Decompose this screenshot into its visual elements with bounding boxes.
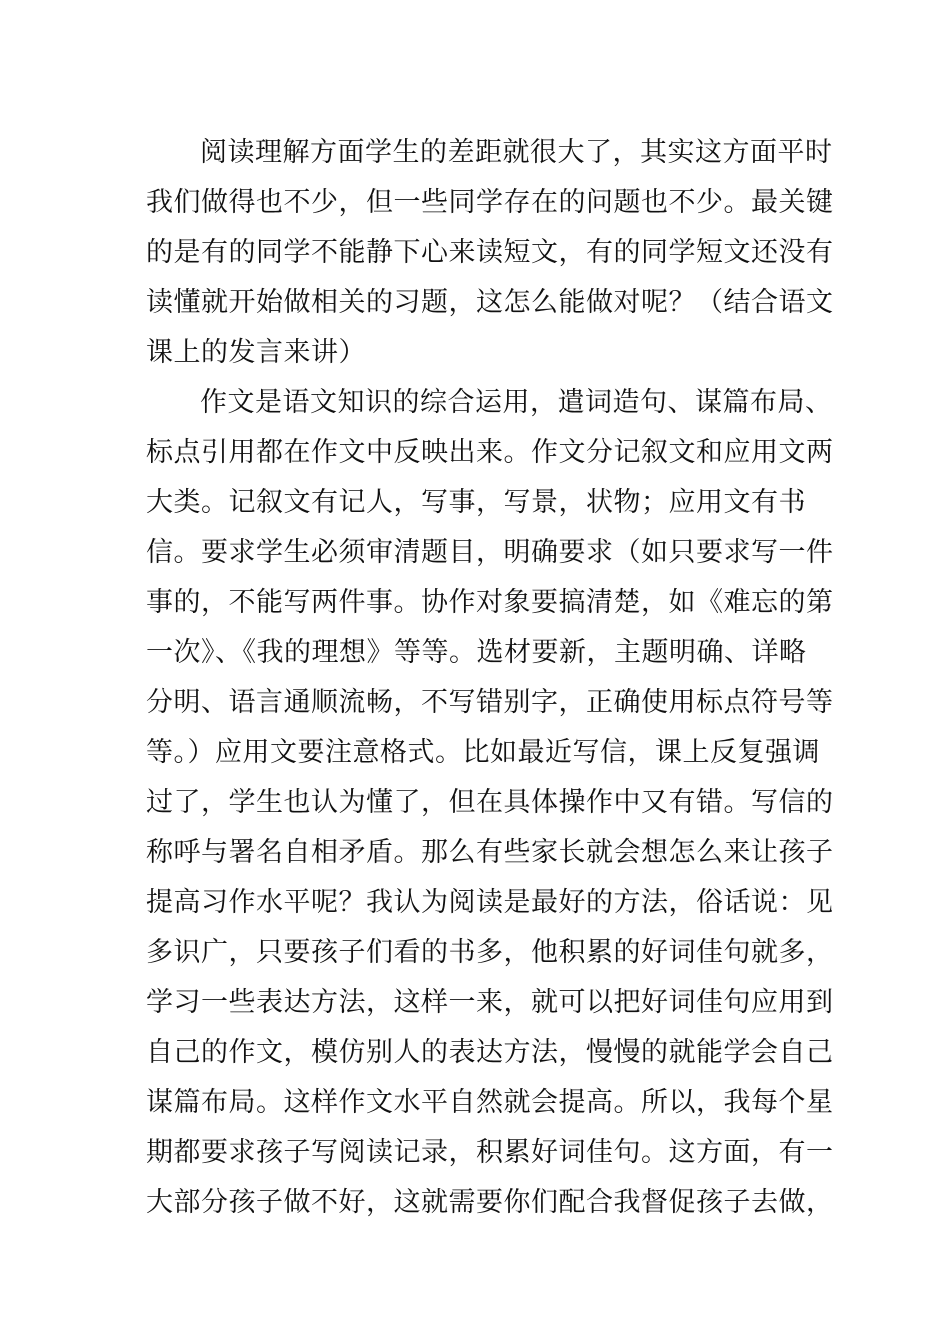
- text-line: 读懂就开始做相关的习题，这怎么能做对呢？（结合语文: [146, 287, 834, 318]
- text-line: 事的，不能写两件事。协作对象要搞清楚，如《难忘的第: [146, 587, 834, 618]
- text-line: 提高习作水平呢？我认为阅读是最好的方法，俗话说：见: [146, 887, 834, 918]
- text-line: 等。）应用文要注意格式。比如最近写信，课上反复强调: [146, 737, 820, 768]
- text-line: 谋篇布局。这样作文水平自然就会提高。所以，我每个星: [146, 1087, 834, 1118]
- text-line: 阅读理解方面学生的差距就很大了，其实这方面平时: [200, 137, 833, 168]
- text-line: 课上的发言来讲）: [146, 337, 366, 368]
- text-line: 作文是语文知识的综合运用，遣词造句、谋篇布局、: [200, 387, 833, 418]
- text-line: 称呼与署名自相矛盾。那么有些家长就会想怎么来让孩子: [146, 837, 834, 868]
- text-line: 多识广，只要孩子们看的书多，他积累的好词佳句就多，: [146, 937, 834, 968]
- text-line: 一次》、《我的理想》等等。选材要新，主题明确、详略: [146, 637, 807, 668]
- text-line: 分明、语言通顺流畅，不写错别字，正确使用标点符号等: [146, 687, 834, 718]
- text-line: 学习一些表达方法，这样一来，就可以把好词佳句应用到: [146, 987, 834, 1018]
- text-line: 我们做得也不少，但一些同学存在的问题也不少。最关键: [146, 187, 834, 218]
- paragraph-reading-comprehension: [146, 128, 834, 378]
- text-line: 过了，学生也认为懂了，但在具体操作中又有错。写信的: [146, 787, 834, 818]
- paragraph-composition: [146, 378, 834, 1228]
- text-line: 信。要求学生必须审清题目，明确要求（如只要求写一件: [146, 537, 834, 568]
- text-line: 大类。记叙文有记人，写事，写景，状物；应用文有书: [146, 487, 806, 518]
- document-body: [146, 128, 834, 1228]
- text-line: 大部分孩子做不好，这就需要你们配合我督促孩子去做，: [146, 1187, 834, 1218]
- text-line: 标点引用都在作文中反映出来。作文分记叙文和应用文两: [146, 437, 834, 468]
- text-line: 期都要求孩子写阅读记录，积累好词佳句。这方面，有一: [146, 1137, 834, 1168]
- text-line: 的是有的同学不能静下心来读短文，有的同学短文还没有: [146, 237, 834, 268]
- text-line: 自己的作文，模仿别人的表达方法，慢慢的就能学会自己: [146, 1037, 834, 1068]
